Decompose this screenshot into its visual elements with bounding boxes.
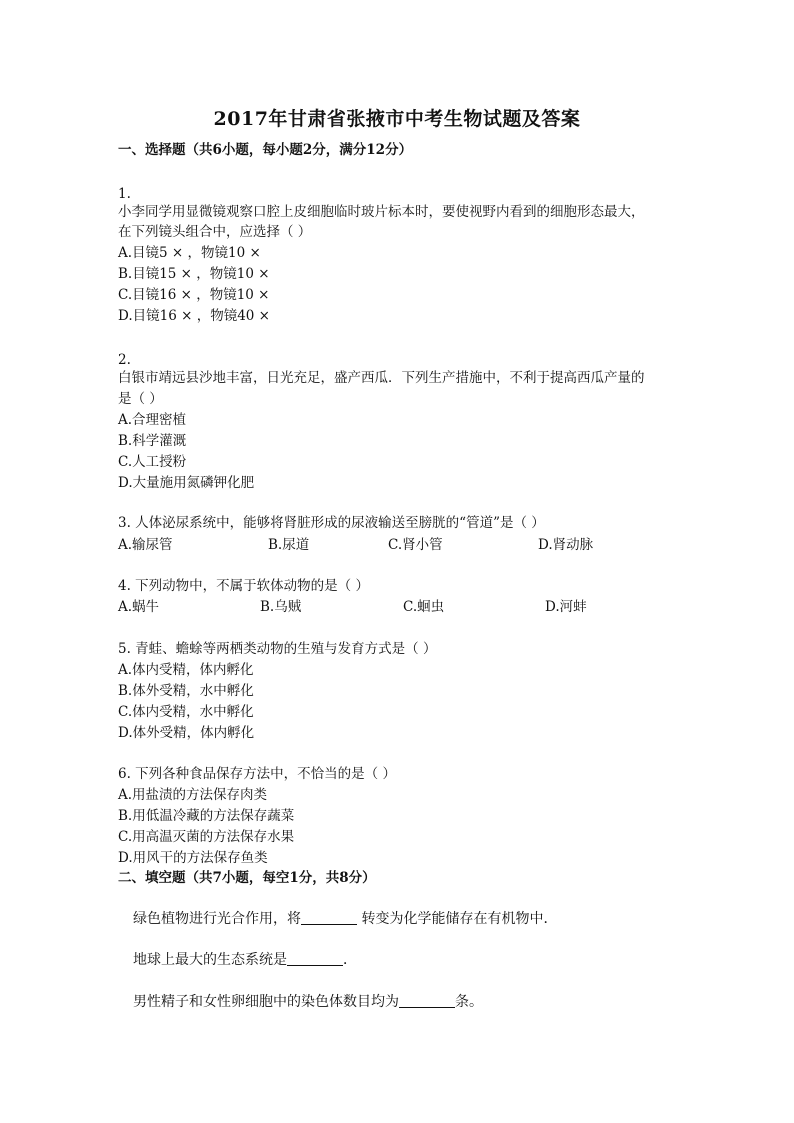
question-2-option-c: C.人工授粉 [118, 454, 187, 470]
question-1-option-c: C.目镜16 × ，物镜10 × [118, 287, 270, 303]
question-6-option-c: C.用高温灭菌的方法保存水果 [118, 829, 295, 845]
question-4-option-c: C.蛔虫 [403, 599, 445, 615]
fill-question-1 [133, 909, 557, 929]
question-5-stem: 5. 青蛙、蟾蜍等两栖类动物的生殖与发育方式是（ ） [118, 641, 437, 657]
question-2-number: 2. [118, 352, 131, 368]
question-1-number: 1. [118, 186, 131, 202]
fill-question-1-before: 绿色植物进行光合作用，将 [133, 911, 301, 927]
question-5-option-b: B.体外受精，水中孵化 [118, 683, 254, 699]
question-1-option-a: A.目镜5 × ，物镜10 × [118, 245, 261, 261]
fill-question-3-before: 男性精子和女性卵细胞中的染色体数目均为 [133, 994, 399, 1010]
fill-question-1-after: 转变为化学能储存在有机物中． [357, 911, 558, 927]
page-title: 2017年甘肃省张掖市中考生物试题及答案 [213, 108, 581, 130]
question-3-option-c: C.肾小管 [388, 537, 443, 553]
question-1-stem-line1: 小李同学用显微镜观察口腔上皮细胞临时玻片标本时，要使视野内看到的细胞形态最大， [118, 204, 645, 220]
question-6-option-b: B.用低温冷藏的方法保存蔬菜 [118, 808, 295, 824]
question-3-option-b: B.尿道 [268, 537, 310, 553]
question-2-option-d: D.大量施用氮磷钾化肥 [118, 475, 255, 491]
question-6-option-d: D.用风干的方法保存鱼类 [118, 850, 268, 866]
question-6-option-a: A.用盐渍的方法保存肉类 [118, 787, 268, 803]
question-4-option-b: B.乌贼 [260, 599, 302, 615]
fill-question-3-after: 条。 [455, 994, 483, 1010]
question-1-stem-line2: 在下列镜头组合中，应选择（ ） [118, 224, 312, 240]
question-2-stem-line2: 是（ ） [118, 391, 163, 407]
question-4-option-a: A.蜗牛 [118, 599, 160, 615]
question-2-option-a: A.合理密植 [118, 412, 187, 428]
question-5-option-d: D.体外受精，体内孵化 [118, 725, 255, 741]
question-4-stem: 4. 下列动物中，不属于软体动物的是（ ） [118, 578, 369, 594]
question-3-option-d: D.肾动脉 [538, 537, 594, 553]
section-fill-heading: 二、填空题（共7小题，每空1分，共8分） [118, 870, 376, 886]
fill-question-2-blank[interactable] [287, 951, 343, 966]
question-6-stem: 6. 下列各种食品保存方法中，不恰当的是（ ） [118, 766, 396, 782]
question-1-option-b: B.目镜15 × ，物镜10 × [118, 266, 270, 282]
fill-question-2 [133, 950, 357, 970]
fill-question-2-before: 地球上最大的生态系统是 [133, 952, 287, 968]
question-2-option-b: B.科学灌溉 [118, 433, 187, 449]
question-5-option-c: C.体内受精，水中孵化 [118, 704, 254, 720]
question-3-stem: 3. 人体泌尿系统中，能够将肾脏形成的尿液输送至膀胱的“管道”是（ ） [118, 515, 545, 531]
fill-question-2-after: ． [343, 952, 357, 968]
fill-question-1-blank[interactable] [301, 910, 357, 925]
question-1-option-d: D.目镜16 × ，物镜40 × [118, 308, 270, 324]
question-5-option-a: A.体内受精，体内孵化 [118, 662, 254, 678]
question-3-option-a: A.输尿管 [118, 537, 173, 553]
section-choice-heading: 一、选择题（共6小题，每小题2分，满分12分） [118, 142, 413, 158]
fill-question-3-blank[interactable] [399, 993, 455, 1008]
question-4-option-d: D.河蚌 [545, 599, 587, 615]
fill-question-3 [133, 992, 483, 1012]
question-2-stem-line1: 白银市靖远县沙地丰富，日光充足，盛产西瓜．下列生产措施中，不利于提高西瓜产量的 [118, 370, 645, 386]
